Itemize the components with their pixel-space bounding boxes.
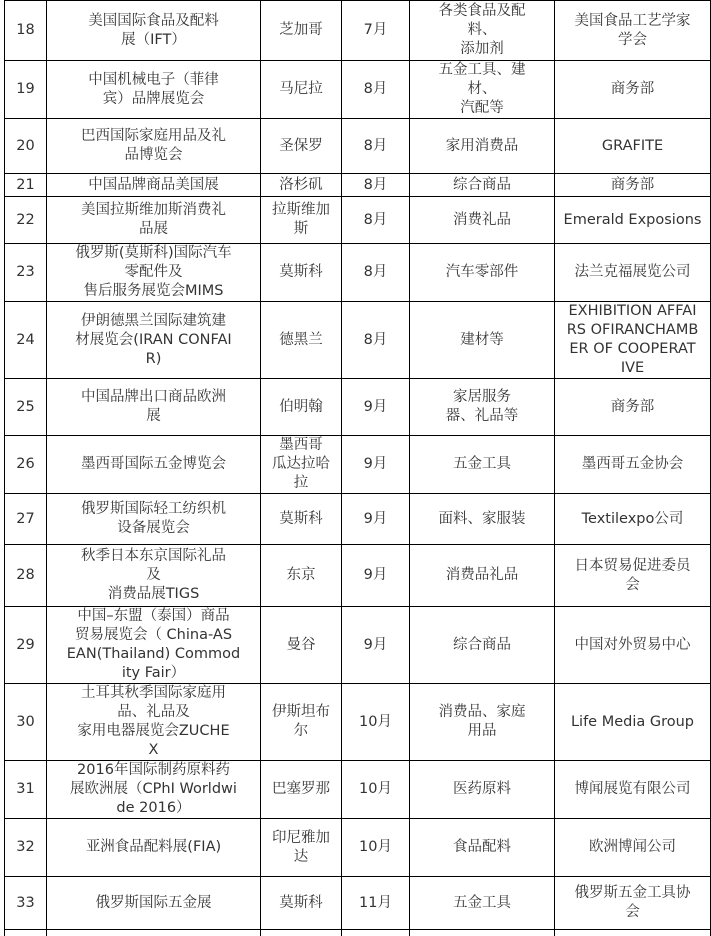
cell-products-line: 食品配料 xyxy=(453,839,511,855)
cell-number: 32 xyxy=(5,819,47,877)
table-row xyxy=(5,684,711,761)
cell-products-line: 器、礼品等 xyxy=(445,408,519,424)
cell-city-line: 尔 xyxy=(293,723,309,739)
cell-organizer-line: Emerald Exposions xyxy=(563,211,702,228)
table-row xyxy=(5,1,711,61)
cell-city-line: 拉 xyxy=(293,475,309,491)
table-row xyxy=(5,545,711,607)
cell-city-line: 莫斯科 xyxy=(279,510,323,527)
cell-exhibition-name xyxy=(47,545,261,607)
cell-organizer-line: 商务部 xyxy=(610,176,655,193)
cell-organizer-line: 商务部 xyxy=(610,81,655,97)
cell-month: 9月 xyxy=(342,607,410,684)
cell-products-line: 消费品礼品 xyxy=(445,567,519,583)
cell-organizer-line: 中国对外贸易中心 xyxy=(574,636,691,653)
cell-products-line: 消费礼品 xyxy=(453,211,511,228)
cell-month: 10月 xyxy=(342,761,410,819)
cell-organizer-line: 会 xyxy=(625,904,640,920)
cell-exhibition-name-line: X xyxy=(148,742,159,758)
cell-month: 8月 xyxy=(342,302,410,379)
cell-exhibition-name xyxy=(47,436,261,494)
cell-city xyxy=(261,761,342,819)
table-row xyxy=(5,197,711,244)
cell-exhibition-name-line: 巴西国际家庭用品及礼 xyxy=(81,128,226,144)
cell-city xyxy=(261,684,342,761)
cell-products xyxy=(410,379,555,436)
cell-products-line: 五金工具、建 xyxy=(438,62,526,78)
cell-exhibition-name-line: 材展览会(IRAN CONFAI xyxy=(75,331,232,348)
cell-number: 21 xyxy=(5,174,47,197)
cell-exhibition-name xyxy=(47,174,261,197)
cell-number xyxy=(5,930,47,936)
cell-products xyxy=(410,61,555,119)
cell-exhibition-name-line: 品、礼品及 xyxy=(117,704,190,720)
cell-exhibition-name xyxy=(47,819,261,877)
table-row xyxy=(5,244,711,302)
cell-exhibition-name-line: 家用电器展览会ZUCHE xyxy=(77,723,230,739)
cell-products xyxy=(410,244,555,302)
cell-organizer xyxy=(555,197,711,244)
cell-exhibition-name-line: 亚洲食品配料展(FIA) xyxy=(85,839,222,855)
cell-city-line: 德黑兰 xyxy=(279,331,323,348)
cell-exhibition-name-line: 品博览会 xyxy=(124,147,183,163)
cell-city xyxy=(261,930,342,936)
cell-products xyxy=(410,877,555,930)
table-row xyxy=(5,436,711,494)
cell-products xyxy=(410,494,555,545)
cell-city xyxy=(261,607,342,684)
cell-products-line: 医药原料 xyxy=(453,781,511,797)
cell-exhibition-name-line: 伊朗德黑兰国际建筑建 xyxy=(81,312,226,329)
cell-exhibition-name-line: 墨西哥国际五金博览会 xyxy=(81,456,226,472)
cell-products xyxy=(410,436,555,494)
cell-exhibition-name-line: 设备展览会 xyxy=(117,520,190,536)
cell-exhibition-name-line: 秋季日本东京国际礼品 xyxy=(81,548,226,564)
cell-exhibition-name-line: ity Fair） xyxy=(121,665,186,681)
cell-organizer-line: Textilexpo公司 xyxy=(581,510,684,527)
cell-products-line: 各类食品及配 xyxy=(438,3,526,19)
cell-city-line: 巴塞罗那 xyxy=(272,781,330,797)
cell-month: 11月 xyxy=(342,877,410,930)
table-row-partial xyxy=(5,930,711,936)
cell-city xyxy=(261,244,342,302)
cell-products-line: 综合商品 xyxy=(453,176,511,193)
cell-number: 18 xyxy=(5,1,47,61)
cell-organizer xyxy=(555,877,711,930)
cell-products-line: 汽车零部件 xyxy=(445,264,519,280)
cell-organizer xyxy=(555,607,711,684)
cell-number: 22 xyxy=(5,197,47,244)
cell-products-line: 家居服务 xyxy=(453,389,511,405)
cell-products xyxy=(410,1,555,61)
cell-organizer-line: 俄罗斯五金工具协 xyxy=(574,885,691,901)
cell-organizer-line: 日本贸易促进委员 xyxy=(574,557,691,574)
cell-month: 9月 xyxy=(342,494,410,545)
cell-city-line: 伊斯坦布 xyxy=(272,704,330,720)
cell-month: 9月 xyxy=(342,545,410,607)
cell-products xyxy=(410,761,555,819)
cell-city-line: 曼谷 xyxy=(286,636,316,653)
cell-products-line: 建材等 xyxy=(460,331,504,348)
table-row xyxy=(5,607,711,684)
cell-number: 27 xyxy=(5,494,47,545)
table-row xyxy=(5,119,711,174)
cell-month: 7月 xyxy=(342,1,410,61)
cell-month: 8月 xyxy=(342,174,410,197)
cell-products-line: 料、 xyxy=(467,22,497,38)
cell-exhibition-name-line: 中国机械电子（菲律 xyxy=(88,71,219,88)
cell-city xyxy=(261,819,342,877)
cell-exhibition-name-line: 俄罗斯(莫斯科)国际汽车 xyxy=(75,245,232,261)
cell-exhibition-name xyxy=(47,607,261,684)
cell-month: 8月 xyxy=(342,61,410,119)
cell-exhibition-name-line: 中国品牌出口商品欧洲 xyxy=(81,389,226,405)
cell-city-line: 拉斯维加 xyxy=(272,202,330,218)
cell-exhibition-name-line: 俄罗斯国际轻工纺织机 xyxy=(81,501,226,517)
cell-exhibition-name-line: 2016年国际制药原料药 xyxy=(77,762,230,778)
cell-city xyxy=(261,545,342,607)
cell-exhibition-name xyxy=(47,302,261,379)
cell-organizer xyxy=(555,1,711,61)
cell-organizer-line: 会 xyxy=(625,576,640,593)
cell-exhibition-name-line: 土耳其秋季国际家庭用 xyxy=(81,685,226,701)
cell-exhibition-name-line: 俄罗斯国际五金展 xyxy=(95,894,212,911)
table-row xyxy=(5,302,711,379)
cell-organizer xyxy=(555,302,711,379)
cell-city-line: 东京 xyxy=(286,567,316,583)
cell-number: 23 xyxy=(5,244,47,302)
cell-city xyxy=(261,436,342,494)
cell-organizer-line: 欧洲博闻公司 xyxy=(589,839,676,855)
cell-city-line: 伯明翰 xyxy=(279,398,323,415)
cell-city xyxy=(261,197,342,244)
cell-exhibition-name-line: 品展 xyxy=(139,221,168,237)
cell-exhibition-name xyxy=(47,197,261,244)
cell-organizer-line: IVE xyxy=(620,360,645,376)
exhibition-table xyxy=(4,0,711,936)
cell-exhibition-name-line: 展 xyxy=(146,408,161,424)
table-row xyxy=(5,761,711,819)
cell-number: 28 xyxy=(5,545,47,607)
cell-products-line: 面料、家服装 xyxy=(438,510,526,527)
cell-exhibition-name-line: 中国–东盟（泰国）商品 xyxy=(77,608,230,624)
cell-organizer-line: 博闻展览有限公司 xyxy=(574,781,691,797)
cell-products xyxy=(410,119,555,174)
cell-products xyxy=(410,684,555,761)
cell-exhibition-name-line: 展（IFT） xyxy=(121,31,186,48)
cell-number: 25 xyxy=(5,379,47,436)
cell-city xyxy=(261,494,342,545)
cell-exhibition-name xyxy=(47,379,261,436)
cell-city xyxy=(261,174,342,197)
cell-organizer-line: 法兰克福展览公司 xyxy=(574,264,691,280)
cell-number: 26 xyxy=(5,436,47,494)
cell-exhibition-name-line: 展欧洲展（CPhI Worldwi xyxy=(70,781,237,797)
cell-organizer xyxy=(555,61,711,119)
cell-exhibition-name-line: 美国拉斯维加斯消费礼 xyxy=(81,202,226,218)
cell-city xyxy=(261,877,342,930)
cell-products xyxy=(410,607,555,684)
cell-products-line: 综合商品 xyxy=(453,636,511,653)
cell-number: 20 xyxy=(5,119,47,174)
cell-organizer xyxy=(555,819,711,877)
cell-exhibition-name-line: R) xyxy=(145,350,162,367)
cell-exhibition-name-line: 及 xyxy=(146,567,161,583)
cell-city-line: 莫斯科 xyxy=(279,264,323,280)
cell-exhibition-name xyxy=(47,1,261,61)
cell-organizer-line: EXHIBITION AFFAI xyxy=(568,303,697,319)
cell-month: 8月 xyxy=(342,119,410,174)
cell-month xyxy=(342,930,410,936)
cell-city-line: 芝加哥 xyxy=(279,22,323,38)
cell-exhibition-name xyxy=(47,494,261,545)
cell-organizer-line: 商务部 xyxy=(610,398,655,415)
cell-city-line: 圣保罗 xyxy=(279,137,323,154)
cell-exhibition-name xyxy=(47,61,261,119)
cell-city xyxy=(261,302,342,379)
cell-exhibition-name-line: 宾）品牌展览会 xyxy=(102,90,205,107)
cell-exhibition-name-line: de 2016） xyxy=(116,800,191,816)
cell-organizer xyxy=(555,244,711,302)
cell-number: 30 xyxy=(5,684,47,761)
cell-organizer xyxy=(555,684,711,761)
cell-exhibition-name-line: 售后服务展览会MIMS xyxy=(83,283,224,299)
cell-organizer-line: 学会 xyxy=(618,31,647,48)
cell-exhibition-name xyxy=(47,761,261,819)
cell-products-line: 添加剂 xyxy=(460,41,504,57)
table-row xyxy=(5,174,711,197)
cell-products xyxy=(410,302,555,379)
table-row xyxy=(5,819,711,877)
cell-city-line: 达 xyxy=(293,848,309,865)
cell-city-line: 瓜达拉哈 xyxy=(272,456,330,472)
cell-products-line: 材、 xyxy=(467,81,497,97)
cell-city-line: 斯 xyxy=(293,221,309,237)
cell-organizer-line: 墨西哥五金协会 xyxy=(581,456,684,472)
cell-organizer xyxy=(555,494,711,545)
cell-products-line: 汽配等 xyxy=(460,100,504,116)
cell-organizer xyxy=(555,761,711,819)
cell-city xyxy=(261,119,342,174)
cell-organizer xyxy=(555,379,711,436)
table-row xyxy=(5,494,711,545)
cell-products-line: 五金工具 xyxy=(453,456,511,472)
cell-products-line: 家用消费品 xyxy=(445,137,519,154)
cell-exhibition-name xyxy=(47,119,261,174)
cell-organizer xyxy=(555,436,711,494)
cell-city-line: 莫斯科 xyxy=(279,894,323,911)
table-row xyxy=(5,61,711,119)
cell-city xyxy=(261,379,342,436)
cell-number: 29 xyxy=(5,607,47,684)
cell-exhibition-name-line: 美国国际食品及配料 xyxy=(88,12,219,29)
cell-exhibition-name xyxy=(47,244,261,302)
cell-city xyxy=(261,1,342,61)
cell-city-line: 马尼拉 xyxy=(279,81,323,97)
cell-city xyxy=(261,61,342,119)
cell-products xyxy=(410,930,555,936)
cell-month: 9月 xyxy=(342,436,410,494)
cell-organizer xyxy=(555,930,711,936)
cell-month: 10月 xyxy=(342,819,410,877)
cell-city-line: 印尼雅加 xyxy=(272,829,330,846)
cell-organizer xyxy=(555,119,711,174)
cell-exhibition-name-line: EAN(Thailand) Commod xyxy=(66,646,241,662)
cell-organizer-line: 美国食品工艺学家 xyxy=(574,12,691,29)
cell-exhibition-name xyxy=(47,877,261,930)
cell-exhibition-name xyxy=(47,684,261,761)
cell-city-line: 洛杉矶 xyxy=(279,176,323,193)
table-body xyxy=(5,1,711,936)
cell-products xyxy=(410,819,555,877)
cell-products xyxy=(410,197,555,244)
cell-month: 8月 xyxy=(342,244,410,302)
cell-organizer-line: RS OFIRANCHAMB xyxy=(566,322,699,338)
cell-number: 24 xyxy=(5,302,47,379)
cell-number: 33 xyxy=(5,877,47,930)
cell-products-line: 五金工具 xyxy=(453,894,511,911)
cell-products xyxy=(410,545,555,607)
cell-exhibition-name xyxy=(47,930,261,936)
cell-products-line: 消费品、家庭 xyxy=(438,704,526,720)
table-row xyxy=(5,379,711,436)
cell-organizer-line: GRAFITE xyxy=(601,137,664,154)
cell-organizer xyxy=(555,545,711,607)
cell-number: 31 xyxy=(5,761,47,819)
cell-exhibition-name-line: 贸易展览会（ China-AS xyxy=(74,627,233,643)
cell-products xyxy=(410,174,555,197)
cell-month: 9月 xyxy=(342,379,410,436)
cell-number: 19 xyxy=(5,61,47,119)
cell-exhibition-name-line: 中国品牌商品美国展 xyxy=(88,176,219,193)
cell-organizer xyxy=(555,174,711,197)
cell-products-line: 用品 xyxy=(467,723,497,739)
table-row xyxy=(5,877,711,930)
cell-organizer-line: Life Media Group xyxy=(570,713,695,730)
cell-city-line: 墨西哥 xyxy=(279,437,323,453)
cell-exhibition-name-line: 消费品展TIGS xyxy=(107,586,200,602)
cell-organizer-line: ER OF COOPERAT xyxy=(569,341,696,357)
cell-month: 10月 xyxy=(342,684,410,761)
cell-exhibition-name-line: 零配件及 xyxy=(124,264,183,280)
cell-month: 8月 xyxy=(342,197,410,244)
